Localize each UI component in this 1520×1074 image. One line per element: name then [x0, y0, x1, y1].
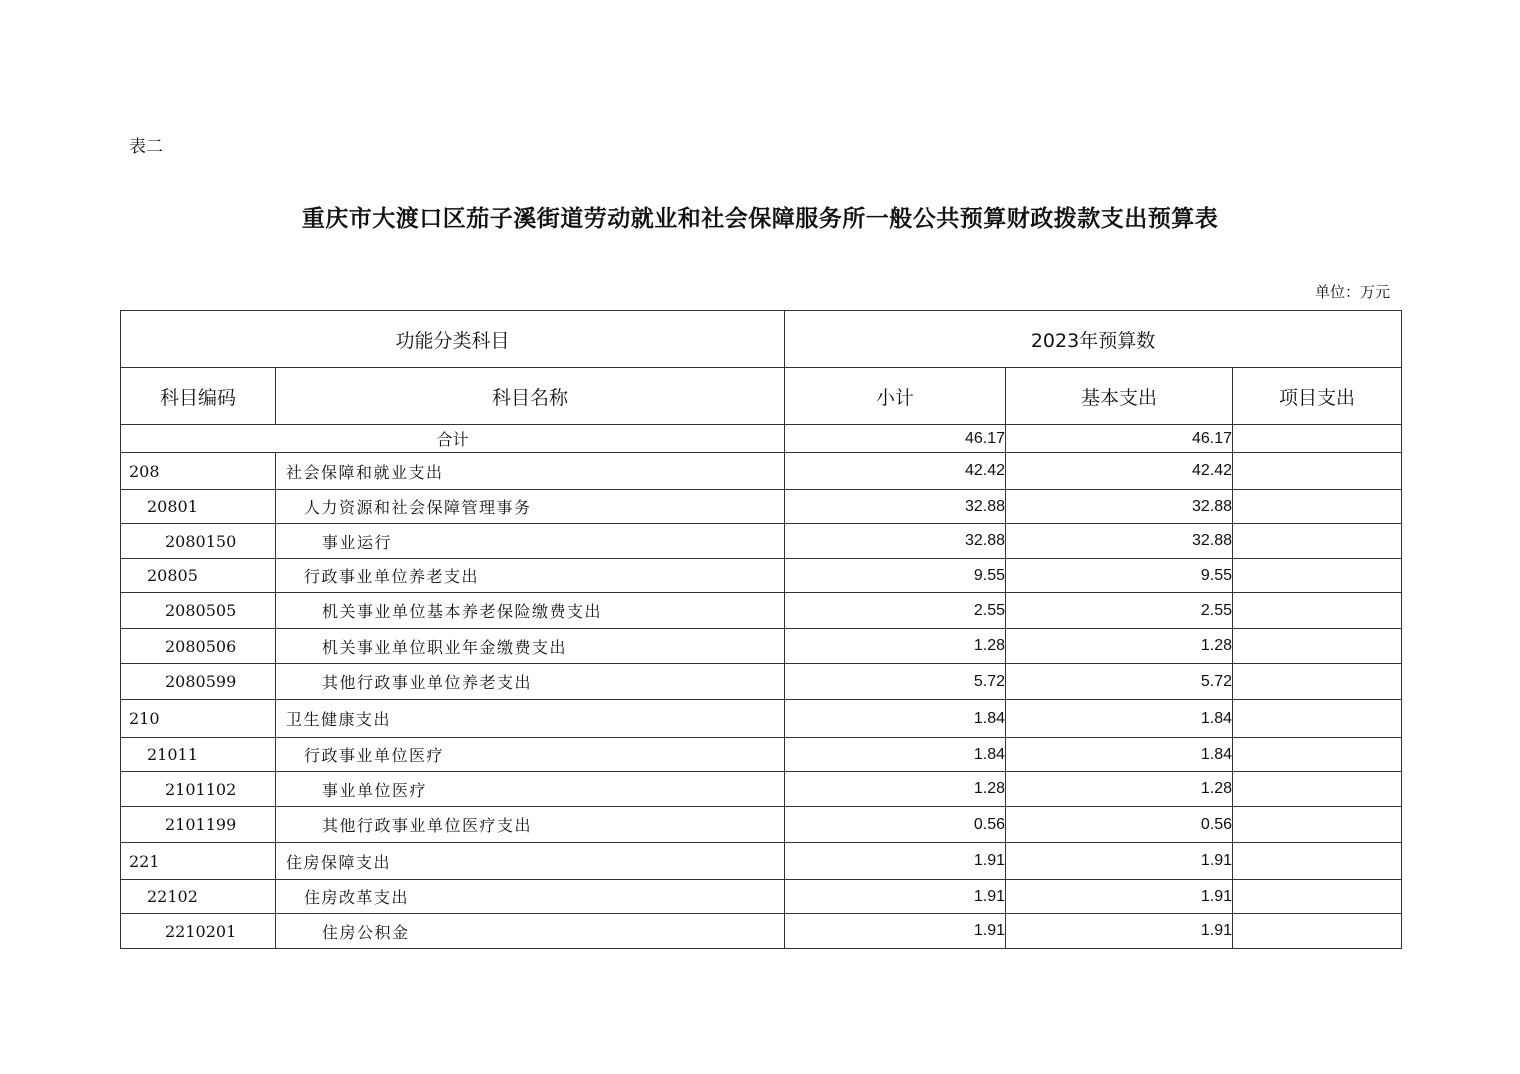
basic-expenditure-cell: 1.91 — [1006, 914, 1233, 949]
basic-expenditure-cell: 0.56 — [1006, 807, 1233, 843]
subject-name-cell: 社会保障和就业支出 — [276, 453, 785, 490]
subject-code-cell: 20801 — [121, 490, 276, 524]
subject-code-cell: 2101102 — [121, 772, 276, 807]
subtotal-cell: 1.28 — [785, 629, 1006, 664]
subject-code-cell: 2080599 — [121, 664, 276, 700]
basic-expenditure-cell: 5.72 — [1006, 664, 1233, 700]
table-row — [121, 664, 1402, 700]
header-budget-year: 2023年预算数 — [785, 311, 1402, 368]
header-subtotal: 小计 — [785, 368, 1006, 425]
subject-name-cell: 人力资源和社会保障管理事务 — [276, 490, 785, 524]
basic-expenditure-cell: 1.84 — [1006, 738, 1233, 772]
basic-expenditure-cell: 1.84 — [1006, 700, 1233, 738]
basic-expenditure-cell: 1.91 — [1006, 843, 1233, 880]
basic-expenditure-cell: 42.42 — [1006, 453, 1233, 490]
subtotal-cell: 1.84 — [785, 738, 1006, 772]
basic-expenditure-cell: 32.88 — [1006, 524, 1233, 559]
subtotal-cell: 2.55 — [785, 593, 1006, 629]
basic-expenditure-cell: 1.28 — [1006, 772, 1233, 807]
subject-name-cell: 住房公积金 — [276, 914, 785, 949]
subject-code-cell: 208 — [121, 453, 276, 490]
table-row — [121, 453, 1402, 490]
subject-name-cell: 住房改革支出 — [276, 880, 785, 914]
subtotal-cell: 1.91 — [785, 843, 1006, 880]
basic-expenditure-cell: 32.88 — [1006, 490, 1233, 524]
project-expenditure-cell — [1233, 490, 1402, 524]
project-expenditure-cell — [1233, 880, 1402, 914]
subject-name-cell: 行政事业单位养老支出 — [276, 559, 785, 593]
subtotal-cell: 32.88 — [785, 490, 1006, 524]
subject-name-cell: 卫生健康支出 — [276, 700, 785, 738]
subtotal-cell: 1.84 — [785, 700, 1006, 738]
table-row — [121, 880, 1402, 914]
header-function-category: 功能分类科目 — [121, 311, 785, 368]
subject-code-cell: 221 — [121, 843, 276, 880]
subject-code-cell: 2080150 — [121, 524, 276, 559]
subject-code-cell: 2080506 — [121, 629, 276, 664]
subject-name-cell: 住房保障支出 — [276, 843, 785, 880]
subject-code-cell: 2210201 — [121, 914, 276, 949]
header-basic-expenditure: 基本支出 — [1006, 368, 1233, 425]
table-row — [121, 559, 1402, 593]
subject-name-cell: 机关事业单位基本养老保险缴费支出 — [276, 593, 785, 629]
subtotal-cell: 1.91 — [785, 914, 1006, 949]
unit-label: 单位：万元 — [1314, 283, 1390, 301]
subtotal-cell: 1.91 — [785, 880, 1006, 914]
basic-expenditure-cell: 1.91 — [1006, 880, 1233, 914]
table-row — [121, 629, 1402, 664]
document-label: 表二 — [129, 137, 163, 157]
subject-code-cell: 2101199 — [121, 807, 276, 843]
subject-name-cell: 行政事业单位医疗 — [276, 738, 785, 772]
project-expenditure-cell — [1233, 664, 1402, 700]
header-project-expenditure: 项目支出 — [1233, 368, 1402, 425]
subtotal-cell: 5.72 — [785, 664, 1006, 700]
total-basic: 46.17 — [1006, 425, 1233, 453]
project-expenditure-cell — [1233, 807, 1402, 843]
project-expenditure-cell — [1233, 738, 1402, 772]
total-label: 合计 — [121, 425, 785, 453]
basic-expenditure-cell: 1.28 — [1006, 629, 1233, 664]
subject-name-cell: 其他行政事业单位医疗支出 — [276, 807, 785, 843]
document-title: 重庆市大渡口区茄子溪街道劳动就业和社会保障服务所一般公共预算财政拨款支出预算表 — [301, 205, 1219, 232]
table-row — [121, 738, 1402, 772]
project-expenditure-cell — [1233, 772, 1402, 807]
table-row — [121, 807, 1402, 843]
header-subject-name: 科目名称 — [276, 368, 785, 425]
subject-code-cell: 21011 — [121, 738, 276, 772]
subject-code-cell: 20805 — [121, 559, 276, 593]
subject-name-cell: 事业单位医疗 — [276, 772, 785, 807]
subject-code-cell: 2080505 — [121, 593, 276, 629]
total-project — [1233, 425, 1402, 453]
project-expenditure-cell — [1233, 559, 1402, 593]
table-row — [121, 593, 1402, 629]
budget-table — [120, 310, 1402, 949]
table-row — [121, 524, 1402, 559]
project-expenditure-cell — [1233, 453, 1402, 490]
table-row — [121, 700, 1402, 738]
subject-name-cell: 事业运行 — [276, 524, 785, 559]
project-expenditure-cell — [1233, 524, 1402, 559]
basic-expenditure-cell: 9.55 — [1006, 559, 1233, 593]
subject-code-cell: 22102 — [121, 880, 276, 914]
table-row — [121, 772, 1402, 807]
basic-expenditure-cell: 2.55 — [1006, 593, 1233, 629]
project-expenditure-cell — [1233, 700, 1402, 738]
subtotal-cell: 1.28 — [785, 772, 1006, 807]
total-row — [121, 425, 1402, 453]
project-expenditure-cell — [1233, 843, 1402, 880]
total-subtotal: 46.17 — [785, 425, 1006, 453]
table-row — [121, 843, 1402, 880]
table-row — [121, 914, 1402, 949]
subtotal-cell: 0.56 — [785, 807, 1006, 843]
project-expenditure-cell — [1233, 914, 1402, 949]
header-subject-code: 科目编码 — [121, 368, 276, 425]
header-column-row — [121, 368, 1402, 425]
subtotal-cell: 42.42 — [785, 453, 1006, 490]
subject-name-cell: 机关事业单位职业年金缴费支出 — [276, 629, 785, 664]
subtotal-cell: 32.88 — [785, 524, 1006, 559]
subject-code-cell: 210 — [121, 700, 276, 738]
header-group-row — [121, 311, 1402, 368]
subject-name-cell: 其他行政事业单位养老支出 — [276, 664, 785, 700]
project-expenditure-cell — [1233, 593, 1402, 629]
table-row — [121, 490, 1402, 524]
subtotal-cell: 9.55 — [785, 559, 1006, 593]
project-expenditure-cell — [1233, 629, 1402, 664]
